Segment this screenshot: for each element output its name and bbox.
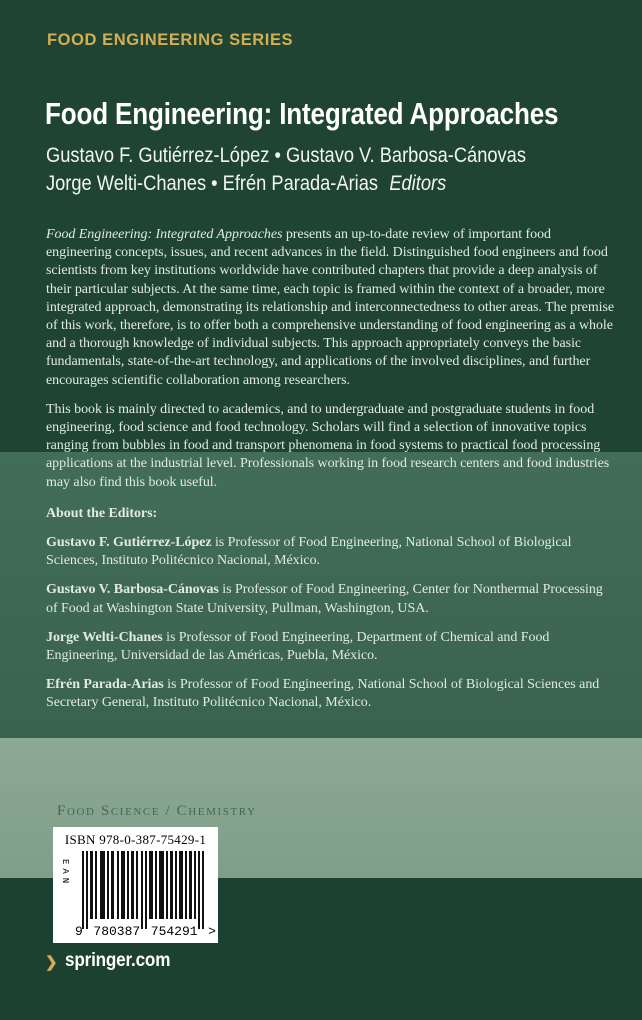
isbn-number: ISBN 978-0-387-75429-1: [64, 832, 207, 847]
editor-4-text: is Professor of Food Engineering, National School of Biological Sciences and Secretary General, Instituto Politécnico Nacional, México.: [46, 677, 600, 711]
barcode-digits: [75, 924, 216, 939]
editor-2-text: is Professor of Food Engineering, Center for Nonthermal Processing of Food at Washington State University, Pullman, Washington, USA.: [46, 582, 603, 616]
editor-1-name: Gustavo F. Gutiérrez-López: [46, 535, 212, 551]
barcode-digit-lead: 9: [75, 924, 83, 939]
authors-line-2: [46, 170, 526, 198]
authors-block: [46, 142, 526, 197]
editor-3-name: Jorge Welti-Chanes: [46, 629, 163, 645]
editor-4-name: Efrén Parada-Arias: [46, 677, 164, 693]
editors-label: Editors: [389, 171, 447, 195]
series-title: FOOD ENGINEERING SERIES: [47, 30, 294, 49]
barcode-digit-group-1: 780387: [93, 924, 141, 939]
synopsis-block: [46, 226, 616, 713]
authors-line-1: Gustavo F. Gutiérrez-López • Gustavo V. Barbosa-Cánovas: [46, 144, 526, 167]
editor-1-text: is Professor of Food Engineering, National School of Biological Sciences, Instituto Politécnico Nacional, México.: [46, 535, 572, 569]
synopsis-paragraph-1: [46, 226, 616, 390]
synopsis-paragraph-2: This book is mainly directed to academics, and to undergraduate and postgraduate students in food engineering, food science and food technology. Scholars will find a selection of innovative topics ranging from bubbles in food and transport phenomena in food systems to practical food processing applications at the industrial level. Professionals working in food research centers and food industries may also find this book useful.: [46, 401, 610, 490]
synopsis-paragraph-1-text: presents an up-to-date review of important food engineering concepts, issues, and recent advances in the field. Distinguished food engineers and food scientists from key institutions worldwide have contributed chapters that provide a deep analysis of their particular subjects. At the same time, each topic is framed within the context of a broader, more integrated approach, demonstrating its relationship and interconnectedness to other areas. The premise of this work, therefore, is to offer both a comprehensive understanding of food engineering as a whole and a thorough knowledge of individual subjects. This approach appropriately conveys the basic fundamentals, state-of-the-art technology, and applications of the involved disciplines, and further encourages scientific collaboration among researchers.: [46, 227, 615, 388]
subject-category: Food Science / Chemistry: [57, 803, 257, 819]
authors-line-2-names: Jorge Welti-Chanes • Efrén Parada-Arias: [46, 171, 379, 195]
barcode-digit-group-2: 754291: [150, 924, 198, 939]
isbn-barcode-box: [53, 827, 218, 943]
book-title: Food Engineering: Integrated Approaches: [45, 96, 559, 131]
springer-logo: [45, 950, 182, 972]
springer-url: springer.com: [64, 950, 170, 971]
editor-bio-2: [46, 581, 616, 617]
editor-bio-3: [46, 629, 616, 665]
editor-bio-4: [46, 676, 616, 712]
editor-3-text: is Professor of Food Engineering, Department of Chemical and Food Engineering, Universidad de las Américas, Puebla, México.: [46, 629, 550, 664]
editor-2-name: Gustavo V. Barbosa-Cánovas: [46, 582, 219, 598]
editor-bio-1: [46, 534, 616, 570]
barcode-icon: [82, 851, 206, 933]
about-editors-heading: About the Editors:: [46, 505, 158, 521]
ean-label: EAN: [60, 859, 70, 888]
springer-chevron-icon: ❯: [45, 954, 58, 971]
synopsis-title-reference: Food Engineering: Integrated Approaches: [46, 227, 283, 242]
barcode-arrow: >: [208, 924, 216, 939]
